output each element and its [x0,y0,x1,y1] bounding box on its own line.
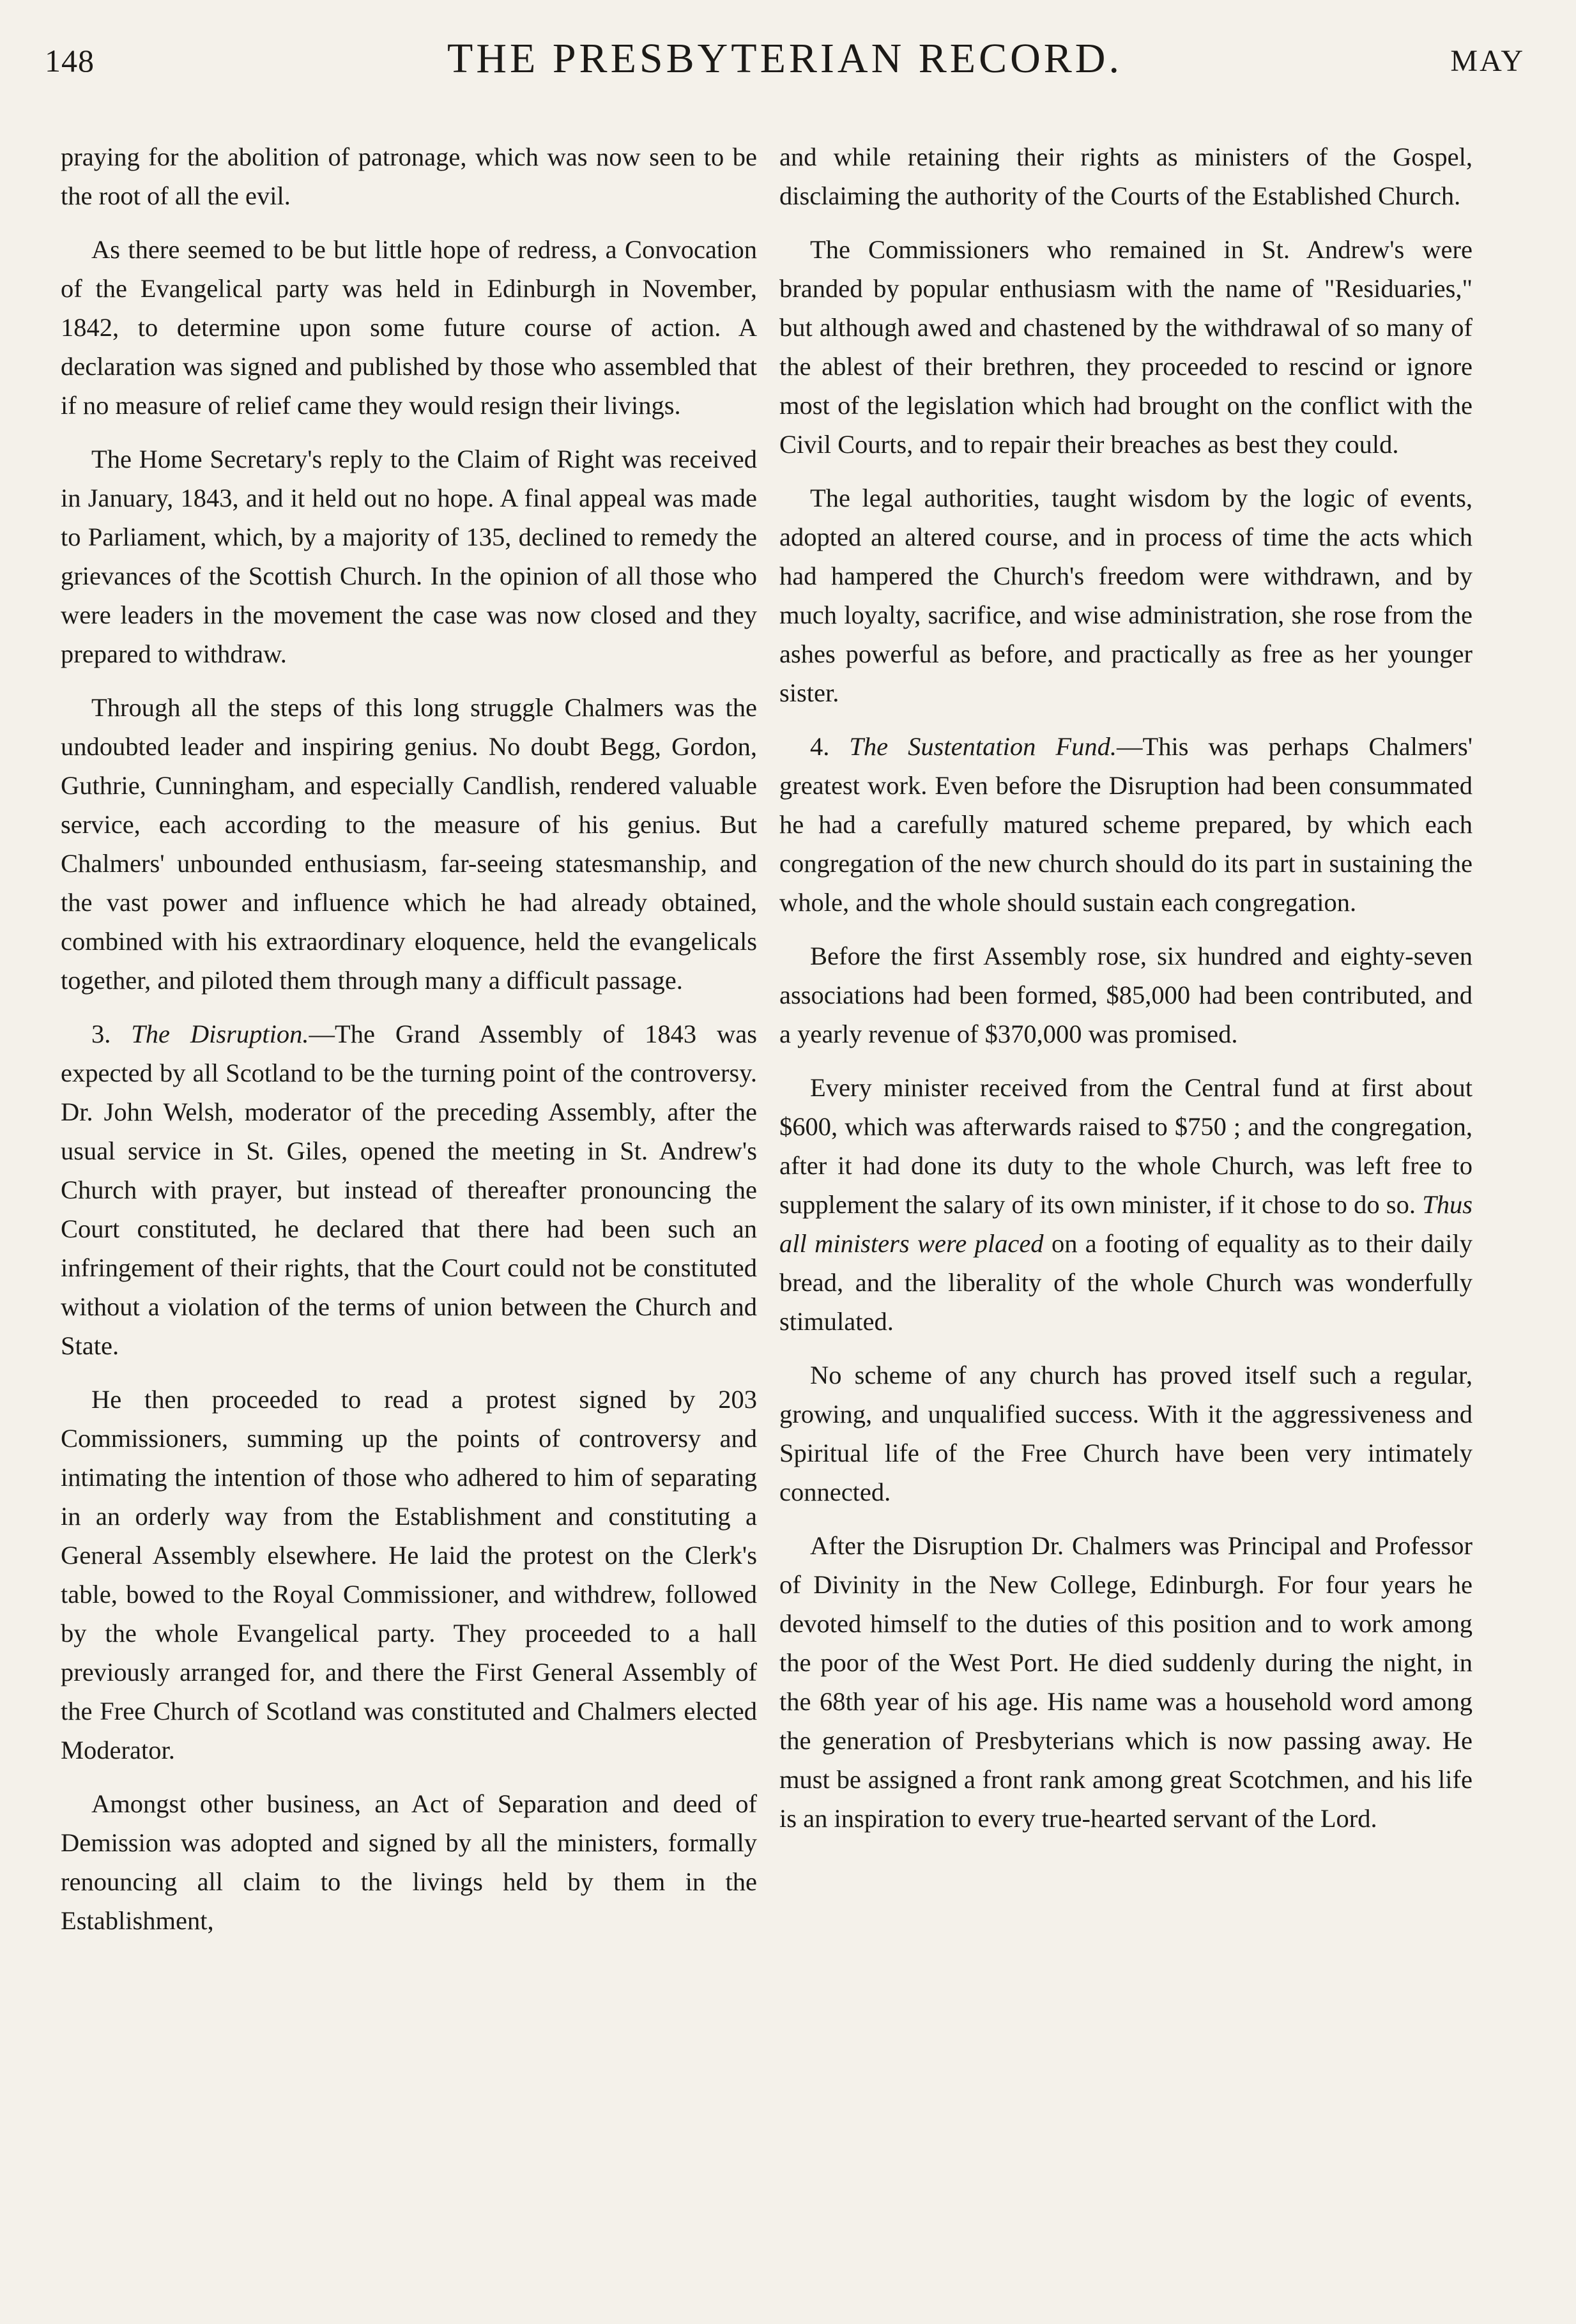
paragraph: The Commissioners who remained in St. Andrew's were branded by popular enthusiasm with the name of "Residuaries," but although awed and chastened by the withdrawal of so many of the ablest of their brethren, they proceeded to rescind or ignore most of the legislation which had brought on the conflict with the Civil Courts, and to repair their breaches as best they could. [779,235,1473,459]
paragraph-text: Every minister received from the Central fund at first about $600, which was afterwards raised to $750 ; and the congregation, after it had done its duty to the whole Church, was left free to supplement the salary of its own minister, if it chose to do so. [779,1073,1473,1219]
paragraph: Through all the steps of this long struggle Chalmers was the undoubted leader and inspiring genius. No doubt Begg, Gordon, Guthrie, Cunningham, and especially Candlish, rendered valuable service, each according to the measure of his genius. But Chalmers' unbounded enthusiasm, far-seeing statesmanship, and the vast power and influence which he had already obtained, combined with his extraordinary eloquence, held the evangelicals together, and piloted them through many a difficult passage. [61,693,757,995]
paragraph: No scheme of any church has proved itself such a regular, growing, and unqualified success. With it the aggressiveness and Spiritual life of the Free Church have been very intimately connected. [779,1361,1473,1506]
right-column [779,137,1473,1853]
paragraph: and while retaining their rights as ministers of the Gospel, disclaiming the authority of the Courts of the Established Church. [779,142,1473,210]
section-body: —This was perhaps Chalmers' greatest work. Even before the Disruption had been consummated he had a carefully matured scheme prepared, by which each congregation of the new church should do its part in sustaining the whole, and the whole should sustain each congregation. [779,732,1473,917]
paragraph: The legal authorities, taught wisdom by the logic of events, adopted an altered course, and in process of time the acts which had hampered the Church's freedom were withdrawn, and by much loyalty, sacrifice, and wise administration, she rose from the ashes powerful as before, and practically as free as her younger sister. [779,484,1473,707]
paragraph: Before the first Assembly rose, six hundred and eighty-seven associations had been formed, $85,000 had been contributed, and a yearly revenue of $370,000 was promised. [779,942,1473,1048]
section-heading: The Disruption. [131,1020,309,1048]
section-heading: The Sustentation Fund. [849,732,1117,761]
section-number: 3. [91,1020,111,1048]
paragraph: He then proceeded to read a protest signed by 203 Commissioners, summing up the points of controversy and intimating the intention of those who adhered to him of separating in an orderly way from the Establishment and constituting a General Assembly elsewhere. He laid the protest on the Clerk's table, bowed to the Royal Commissioner, and withdrew, followed by the whole Evangelical party. They proceeded to a hall previously arranged for, and there the First General Assembly of the Free Church of Scotland was constituted and Chalmers elected Moderator. [61,1385,757,1764]
paragraph-text: on a footing of equality as to their daily bread, and the liberality of the whole Church was wonderfully stimulated. [779,1229,1473,1336]
section-number: 4. [810,732,830,761]
issue-month: MAY [1450,44,1525,78]
paragraph: After the Disruption Dr. Chalmers was Principal and Professor of Divinity in the New College, Edinburgh. For four years he devoted himself to the duties of this position and to work among the poor of the West Port. He died suddenly during the night, in the 68th year of his age. His name was a household word among the generation of Presbyterians which is now passing away. He must be assigned a front rank among great Scotchmen, and his life is an inspiration to every true-hearted servant of the Lord. [779,1531,1473,1833]
left-column [61,137,757,1955]
section-paragraph-sustentation [779,727,1473,922]
paragraph: praying for the abolition of patronage, which was now seen to be the root of all the evil. [61,142,757,210]
paragraph: As there seemed to be but little hope of redress, a Convocation of the Evangelical party was held in Edinburgh in November, 1842, to determine upon some future course of action. A declaration was signed and published by those who assembled that if no measure of relief came they would resign their livings. [61,235,757,420]
emphasis-text: Thus all ministers were placed [779,1190,1473,1258]
paragraph [779,1068,1473,1341]
section-paragraph-disruption [61,1014,757,1365]
running-title: THE PRESBYTERIAN RECORD. [447,35,1122,82]
paragraph: The Home Secretary's reply to the Claim of Right was received in January, 1843, and it held out no hope. A final appeal was made to Parliament, which, by a majority of 135, declined to remedy the grievances of the Scottish Church. In the opinion of all those who were leaders in the movement the case was now closed and they prepared to withdraw. [61,445,757,668]
section-body: —The Grand Assembly of 1843 was expected by all Scotland to be the turning point of the controversy. Dr. John Welsh, moderator of the preceding Assembly, after the usual service in St. Giles, opened the meeting in St. Andrew's Church with prayer, but instead of thereafter pronouncing the Court constituted, he declared that there had been such an infringement of their rights, that the Court could not be constituted without a violation of the terms of union between the Church and State. [61,1020,757,1360]
paragraph: Amongst other business, an Act of Separation and deed of Demission was adopted and signed by all the ministers, formally renouncing all claim to the livings held by them in the Establishment, [61,1789,757,1935]
page-header [45,31,1525,107]
page-number: 148 [45,43,95,79]
